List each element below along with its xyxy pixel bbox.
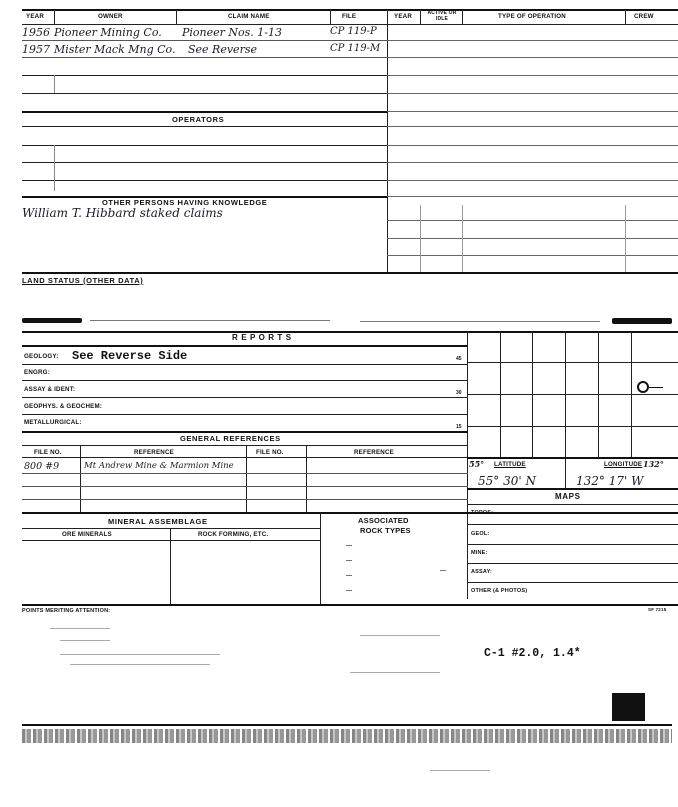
scan-artifact bbox=[346, 590, 352, 591]
report-row-rule bbox=[22, 397, 468, 398]
right-row-rule bbox=[387, 75, 678, 76]
operators-rule bbox=[22, 180, 388, 181]
header-divider bbox=[625, 9, 626, 25]
ore-minerals-header: ORE MINERALS bbox=[62, 531, 112, 538]
scan-artifact bbox=[612, 318, 672, 324]
right-row-rule bbox=[387, 93, 678, 94]
black-registration-block bbox=[612, 693, 645, 721]
claim-row-2-year: 1957 bbox=[22, 43, 50, 56]
report-geology-value: See Reverse Side bbox=[72, 349, 188, 363]
maps-assay-label: ASSAY: bbox=[471, 569, 493, 575]
report-geology-label: GEOLOGY: bbox=[24, 353, 59, 360]
gen-ref-reference-header: REFERENCE bbox=[134, 449, 174, 456]
scan-artifact bbox=[60, 640, 110, 641]
general-references-title: GENERAL REFERENCES bbox=[180, 434, 281, 443]
reports-title: R E P O R T S bbox=[232, 333, 292, 342]
report-metallurgical-label: METALLURGICAL: bbox=[24, 419, 82, 426]
longitude-prefix: 132° bbox=[643, 459, 664, 469]
maps-rule bbox=[467, 544, 678, 545]
col-active-idle-header: ACTIVE OR IDLE bbox=[427, 10, 457, 22]
maps-other-label: OTHER (& PHOTOS) bbox=[471, 588, 528, 594]
scan-artifact bbox=[440, 570, 446, 571]
mineral-subheader-rule bbox=[22, 540, 320, 541]
mineral-divider bbox=[170, 528, 171, 605]
latitude-value: 55° 30' N bbox=[478, 474, 536, 488]
report-row-rule bbox=[22, 380, 468, 381]
header-divider bbox=[462, 9, 463, 25]
right-row-rule bbox=[387, 145, 678, 146]
land-status-title: LAND STATUS (OTHER DATA) bbox=[22, 276, 144, 285]
latitude-prefix: 55° bbox=[469, 459, 485, 469]
gen-ref-row-rule bbox=[22, 473, 468, 474]
gen-ref-file-no-header: FILE NO. bbox=[34, 449, 62, 456]
right-row-rule bbox=[387, 57, 678, 58]
location-bottom-rule bbox=[467, 488, 678, 490]
gen-ref-row-rule bbox=[22, 486, 468, 487]
right-row-rule bbox=[387, 255, 678, 256]
form-number: SF 7215 bbox=[648, 607, 667, 612]
maps-rule bbox=[467, 582, 678, 583]
right-row-rule bbox=[387, 180, 678, 181]
operators-tick bbox=[54, 145, 55, 191]
points-meriting-attention-label: POINTS MERITING ATTENTION: bbox=[22, 608, 111, 614]
grid-line bbox=[467, 362, 678, 363]
right-col-tick bbox=[462, 205, 463, 273]
scan-noise-band bbox=[22, 729, 672, 743]
col-year2-header: YEAR bbox=[394, 13, 412, 20]
gen-ref-divider bbox=[306, 445, 307, 513]
right-col-tick bbox=[420, 205, 421, 273]
maps-rule bbox=[467, 524, 678, 525]
mineral-divider bbox=[320, 512, 321, 605]
header-bottom-rule bbox=[22, 24, 678, 25]
gen-ref-bottom-rule bbox=[22, 512, 678, 514]
operators-title: OPERATORS bbox=[172, 115, 225, 124]
gen-ref-subheader-rule bbox=[22, 457, 468, 458]
top-border bbox=[22, 9, 678, 11]
maps-rule bbox=[467, 563, 678, 564]
maps-mine-label: MINE: bbox=[471, 550, 488, 556]
col-claim-name-header: CLAIM NAME bbox=[228, 13, 270, 20]
other-persons-entry: William T. Hibbard staked claims bbox=[22, 206, 223, 220]
right-row-rule bbox=[387, 238, 678, 239]
grid-line bbox=[467, 426, 678, 427]
right-row-rule bbox=[387, 126, 678, 127]
row-rule bbox=[22, 57, 388, 58]
reports-header-rule bbox=[22, 345, 468, 347]
header-divider bbox=[330, 9, 331, 25]
operators-rule bbox=[22, 145, 388, 146]
location-marker-icon bbox=[649, 387, 663, 388]
maps-topos-label: TOPOS: bbox=[471, 510, 494, 516]
report-scale-45: 45 bbox=[456, 356, 462, 362]
gen-ref-reference-entry: Mt Andrew Mine & Marmion Mine bbox=[84, 461, 234, 471]
col-type-operation-header: TYPE OF OPERATION bbox=[498, 13, 566, 20]
col-year-header: YEAR bbox=[26, 13, 44, 20]
report-row-rule bbox=[22, 364, 468, 365]
col-crew-header: CREW bbox=[634, 13, 654, 20]
claim-row-1-claim: Pioneer Nos. 1-13 bbox=[182, 26, 282, 39]
report-bottom-rule bbox=[22, 431, 468, 433]
row-rule bbox=[22, 40, 388, 41]
mineral-header-rule bbox=[22, 528, 320, 529]
header-divider bbox=[420, 9, 421, 25]
top-section-bottom-rule bbox=[22, 272, 678, 274]
mineral-bottom-rule bbox=[22, 604, 678, 606]
report-scale-15: 15 bbox=[456, 424, 462, 430]
claim-row-2-claim: See Reverse bbox=[188, 43, 257, 56]
operators-rule bbox=[22, 126, 388, 127]
maps-rule bbox=[467, 504, 678, 505]
grid-line bbox=[565, 331, 566, 488]
gen-ref-reference2-header: REFERENCE bbox=[354, 449, 394, 456]
row-rule bbox=[22, 75, 388, 76]
mineral-assemblage-title: MINERAL ASSEMBLAGE bbox=[108, 517, 208, 526]
claim-row-2-file: CP 119-M bbox=[330, 43, 381, 54]
gen-ref-divider bbox=[80, 445, 81, 513]
scan-artifact bbox=[346, 545, 352, 546]
grid-line bbox=[467, 394, 678, 395]
claim-row-1-file: CP 119-P bbox=[330, 26, 377, 37]
right-row-rule bbox=[387, 162, 678, 163]
gen-ref-file-no-entry: 800 #9 bbox=[24, 461, 60, 472]
gen-ref-divider bbox=[246, 445, 247, 513]
associated-rock-header-1: ASSOCIATED bbox=[358, 516, 409, 525]
right-row-rule bbox=[387, 196, 678, 197]
report-engrg-label: ENGRG: bbox=[24, 369, 50, 376]
scan-artifact bbox=[346, 575, 352, 576]
row-tick bbox=[54, 75, 55, 93]
report-assay-label: ASSAY & IDENT: bbox=[24, 386, 76, 393]
col-owner-header: OWNER bbox=[98, 13, 123, 20]
longitude-label: LONGITUDE bbox=[604, 461, 643, 468]
claim-row-1-year: 1956 bbox=[22, 26, 50, 39]
right-row-rule bbox=[387, 111, 678, 112]
reports-right-divider bbox=[467, 331, 468, 599]
gen-ref-header-rule bbox=[22, 445, 468, 446]
right-row-rule bbox=[387, 40, 678, 41]
maps-title: MAPS bbox=[555, 492, 581, 501]
location-marker-icon bbox=[637, 381, 649, 393]
main-column-divider bbox=[387, 9, 388, 273]
row-rule bbox=[22, 93, 388, 94]
scan-artifact bbox=[360, 321, 600, 322]
right-col-tick bbox=[625, 205, 626, 273]
scan-artifact bbox=[346, 560, 352, 561]
classification-code: C-1 #2.0, 1.4* bbox=[484, 647, 581, 660]
report-scale-30: 30 bbox=[456, 390, 462, 396]
header-divider bbox=[54, 9, 55, 25]
report-geophys-label: GEOPHYS. & GEOCHEM: bbox=[24, 403, 103, 410]
scan-artifact bbox=[22, 318, 82, 323]
scan-artifact bbox=[70, 664, 210, 665]
associated-rock-header-2: ROCK TYPES bbox=[360, 526, 411, 535]
gen-ref-file-no2-header: FILE NO. bbox=[256, 449, 284, 456]
bottom-rule bbox=[22, 724, 672, 726]
report-row-rule bbox=[22, 414, 468, 415]
scan-artifact bbox=[350, 672, 440, 673]
operators-top-rule bbox=[22, 111, 388, 113]
right-row-rule bbox=[387, 220, 678, 221]
maps-geol-label: GEOL: bbox=[471, 531, 490, 537]
longitude-value: 132° 17' W bbox=[576, 474, 644, 488]
operators-rule bbox=[22, 162, 388, 163]
claim-row-1-owner: Pioneer Mining Co. bbox=[54, 26, 162, 39]
other-persons-title: OTHER PERSONS HAVING KNOWLEDGE bbox=[102, 198, 268, 207]
rock-forming-header: ROCK FORMING, ETC. bbox=[198, 531, 269, 538]
reports-top-rule bbox=[22, 331, 678, 333]
claim-row-2-owner: Mister Mack Mng Co. bbox=[54, 43, 176, 56]
latitude-label: LATITUDE bbox=[494, 461, 526, 468]
gen-ref-row-rule bbox=[22, 499, 468, 500]
col-file-header: FILE bbox=[342, 13, 357, 20]
scan-artifact bbox=[50, 628, 110, 629]
scan-artifact bbox=[90, 320, 330, 321]
scan-artifact bbox=[360, 635, 440, 636]
scan-artifact bbox=[430, 770, 490, 771]
header-divider bbox=[176, 9, 177, 25]
scan-artifact bbox=[60, 654, 220, 655]
